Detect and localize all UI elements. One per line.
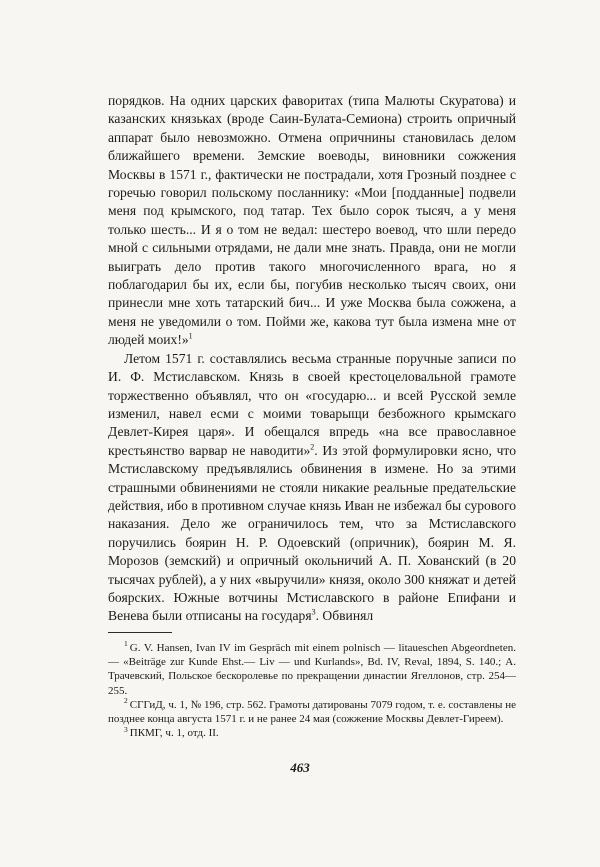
footnote-divider [108,632,172,633]
main-text [108,92,516,626]
footnote-ref-3: 3 [311,607,316,617]
page-number: 463 [290,760,310,775]
footnotes [108,641,516,740]
footnote-ref-1: 1 [188,331,193,341]
paragraph-1: порядков. На одних царских фаворитах (типа Малюты Скуратова) и казанских князьках (вроде Саин-Булата-Семиона) строить опричный аппарат было невозможно. Отмена опричнины становилась делом ближайшего времени. Земские воеводы, виновники сожжения Москвы в 1571 г., фактически не пострадали, хотя Грозный позднее с горечью говорил польскому посланнику: «Мои [подданные] подвели меня под крымского, под татар. Тех было сорок тысяч, а у меня только шесть... И я о том не ведал: шестеро воевод, что шли передо мной с сильными отрядами, не дали мне знать. Правда, они не могли выиграть дело против такого многочисленного врага, но я поблагодарил бы их, если бы, погубив несколько тысяч своих, они принесли мне хоть татарский бич... И уже Москва была сожжена, а меня не уведомили о том. Пойми же, какова тут была измена мне от людей моих!»$^1$ [108,93,516,348]
footnote-3: $^3$ ПКМГ, ч. 1, отд. II. [124,724,219,740]
footnote-1: $^1$ G. V. Hansen, Ivan IV im Gespräch mit einem polnisch — litaueschen Abgeordneten.— «Beiträge zur Kunde Ehst.— Liv — und Kurlands», Bd. IV, Reval, 1894, S. 140.; А. Трачевский, Польское бескоролевье по прекращении династии Ягеллонов, стр. 254—255. [108,639,516,697]
paragraph-2: Летом 1571 г. составлялись весьма странные поручные записи по И. Ф. Мстиславском. Князь в своей крестоцеловальной грамоте торжественно объявлял, что он «государю... и всей Русской земле изменил, навел есми с моими товарыщи безбожного крымскаго Девлет-Кирея царя». И обещался впредь «на все православное крестьянство варвар не наводити»$^2$. Из этой формулировки ясно, что Мстиславскому предъявлялись обвинения в измене. Но за этими страшными обвинениями не стояли никакие реальные предательские действия, ибо в противном случае князь Иван не избежал бы сурового наказания. Дело же ограничилось тем, что за Мстиславского поручились боярин Н. Р. Одоевский (опричник), боярин М. Я. Морозов (земский) и опричный окольничий А. П. Хованский (в 20 тысячах рублей), а у них «выручили» князя, около 300 княжат и детей боярских. Южные вотчины Мстиславского в районе Епифани и Венева были отписаны на государя$^3$. Обвинял [108,350,516,624]
footnote-ref-2: 2 [310,442,315,452]
footnote-2: $^2$ СГГиД, ч. 1, № 196, стр. 562. Грамоты датированы 7079 годом, т. е. составлены не позднее конца августа 1571 г. и не ранее 24 мая (сожжение Москвы Девлет-Гиреем). [108,696,516,726]
